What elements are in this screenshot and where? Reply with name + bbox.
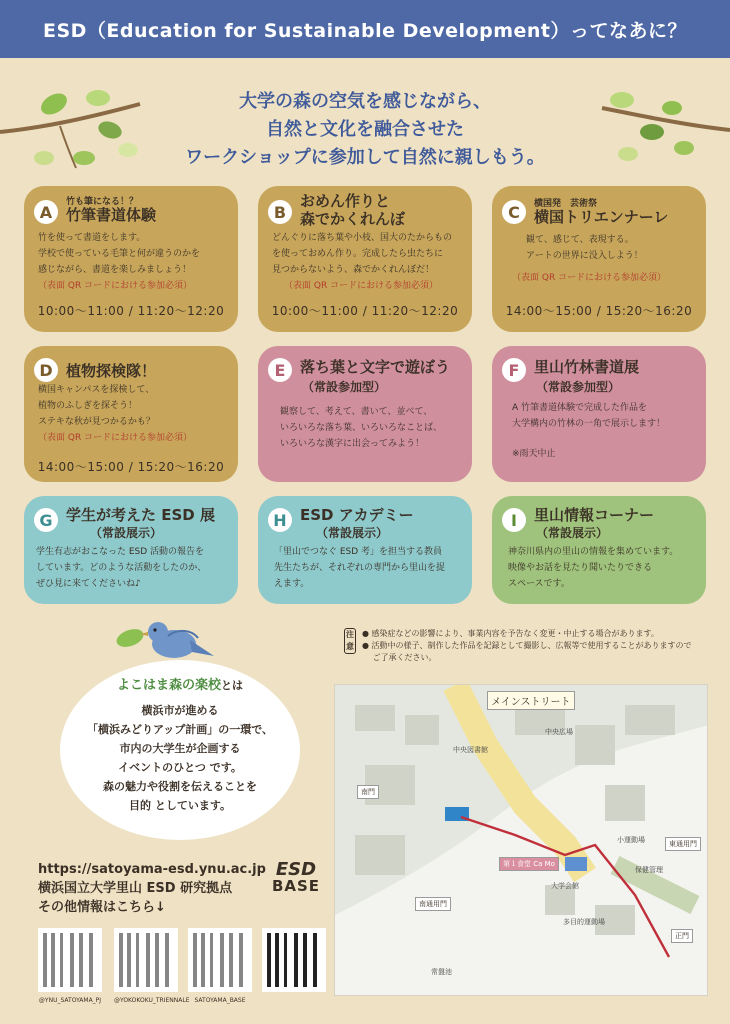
body-line: 見つからないよう、森でかくれんぼだ！	[272, 265, 435, 275]
body-line: ステキな秋が見つかるかも？	[38, 417, 155, 427]
card-d	[24, 346, 238, 482]
qr-code-2[interactable]	[114, 928, 190, 1004]
body-line: 学校で使っている毛筆と何が違うのかを	[38, 249, 201, 259]
school-suffix: とは	[221, 679, 243, 692]
square-label: 中央広場	[545, 728, 573, 736]
registration-note: （表面 QR コードにおける参加必須）	[38, 433, 193, 443]
card-body	[272, 230, 464, 294]
notice-line: ご了承ください。	[362, 653, 437, 662]
body-line: 大学構内の竹林の一角で展示します！	[512, 419, 666, 429]
instagram-icon	[43, 933, 97, 987]
instagram-icon	[119, 933, 173, 987]
right-branch-illustration	[592, 88, 730, 178]
card-f	[492, 346, 706, 482]
card-subtitle: （常設参加型）	[302, 380, 387, 394]
body-line: アートの世界に没入しよう！	[526, 251, 643, 261]
school-line: 目的 としています。	[129, 799, 231, 812]
body-line: えます。	[274, 579, 310, 589]
notice-line: ● 活動中の様子、制作した作品を記録として撮影し、広報等で使用することがありますので	[362, 641, 692, 650]
school-line: イベントのひとつ です。	[118, 761, 242, 774]
registration-note: （表面 QR コードにおける参加必須）	[284, 281, 439, 291]
qr-code-3[interactable]	[188, 928, 252, 1004]
instagram-icon	[193, 933, 247, 987]
registration-note: （表面 QR コードにおける参加必須）	[512, 273, 667, 283]
body-line: 植物のふしぎを探そう！	[38, 401, 138, 411]
badge-c: C	[502, 200, 526, 224]
body-line: スペースです。	[508, 579, 570, 589]
school-info-text	[60, 676, 300, 815]
intro-line: 大学の森の空気を感じながら、	[239, 91, 491, 112]
card-title: 森でかくれんぼ	[300, 210, 406, 228]
card-title: 学生が考えた ESD 展	[66, 506, 215, 524]
body-line: 感じながら、書道を楽しみましょう！	[38, 265, 192, 275]
card-body	[512, 232, 698, 286]
body-line: 学生有志がおこなった ESD 活動の報告を	[36, 547, 205, 557]
card-body	[280, 404, 464, 452]
card-i	[492, 496, 706, 604]
main-gate-label: 正門	[671, 929, 693, 943]
map-drawing	[335, 685, 708, 996]
sports-label: 小運動場	[617, 836, 645, 844]
qr-caption: SATOYAMA_BASE	[194, 997, 246, 1004]
header-title: ESD（Education for Sustainable Development）ってなあに？	[42, 19, 687, 42]
organization-name: 横浜国立大学里山 ESD 研究拠点	[38, 881, 233, 896]
badge-h: H	[268, 508, 292, 532]
school-line: 市内の大学生が企画する	[119, 742, 241, 755]
card-time: 14:00〜15:00 / 15:20〜16:20	[37, 460, 225, 474]
card-title: 横国トリエンナーレ	[534, 208, 669, 226]
card-title: 植物探検隊！	[66, 362, 157, 380]
body-line: 観て、感じて、表現する。	[526, 235, 634, 245]
page-header	[0, 0, 730, 58]
notice-line: ● 感染症などの影響により、事業内容を予告なく変更・中止する場合があります。	[362, 629, 659, 638]
logo-top: ESD	[275, 859, 317, 880]
body-line: 先生たちが、それぞれの専門から里山を捉	[274, 563, 446, 573]
hall-label: 大学会館	[551, 882, 579, 890]
body-line: どんぐりに落ち葉や小枝、国大のたからもの	[272, 233, 453, 243]
body-line: しています。どのような活動をしたのか、	[36, 563, 207, 573]
body-line: いろいろな漢字に出会ってみよう！	[280, 439, 425, 449]
card-subtitle: （常設展示）	[90, 526, 163, 540]
card-g	[24, 496, 238, 604]
card-subtitle: （常設参加型）	[536, 380, 621, 394]
campus-map	[334, 684, 708, 996]
body-line: 神奈川県内の里山の情報を集めています。	[508, 547, 679, 557]
esd-base-logo	[266, 859, 326, 895]
card-time: 14:00〜15:00 / 15:20〜16:20	[505, 304, 693, 318]
contact-info	[38, 860, 266, 917]
card-title: 落ち葉と文字で遊ぼう	[300, 358, 451, 376]
badge-a: A	[34, 200, 58, 224]
qr-code-4[interactable]	[262, 928, 326, 992]
badge-f: F	[502, 358, 526, 382]
notice-tag: 注意	[344, 628, 356, 654]
pond-label: 常盤池	[431, 968, 452, 976]
more-info-label: その他情報はこちら↓	[38, 900, 166, 915]
school-name: よこはま森の楽校	[116, 678, 221, 693]
body-line: A 竹筆書道体験で完成した作品を	[512, 403, 648, 413]
intro-line: 自然と文化を融合させた	[266, 119, 464, 140]
body-line: 横国キャンパスを探検して、	[38, 385, 155, 395]
body-line: を使っておめん作り。完成したら虫たちに	[272, 249, 444, 259]
intro-text	[150, 88, 580, 172]
body-line: 竹を使って書道をします。	[38, 233, 146, 243]
south-service-gate-label: 南通用門	[415, 897, 451, 911]
library-label: 中央図書館	[453, 746, 488, 754]
card-title: 竹筆書道体験	[66, 206, 157, 224]
card-body	[38, 382, 230, 446]
card-b	[258, 186, 472, 332]
body-line: 観察して、考えて、書いて、並べて、	[280, 407, 433, 417]
card-time: 10:00〜11:00 / 11:20〜12:20	[271, 304, 459, 318]
card-title: 里山情報コーナー	[534, 506, 655, 524]
body-line: ぜひ見に来てくださいね♪	[36, 579, 141, 589]
card-subtitle: （常設展示）	[536, 526, 609, 540]
health-label: 保健管理	[635, 866, 663, 874]
badge-g: G	[34, 508, 58, 532]
left-branch-illustration	[0, 84, 150, 180]
badge-i: I	[502, 508, 526, 532]
intro-line: ワークショップに参加して自然に親しもう。	[185, 147, 545, 168]
main-street-label: メインストリート	[487, 691, 575, 710]
east-gate-label: 東通用門	[665, 837, 701, 851]
card-body	[36, 544, 230, 592]
card-title: ESD アカデミー	[300, 506, 414, 524]
card-body	[38, 230, 230, 294]
body-line: いろいろな落ち葉、いろいろなことば、	[280, 423, 443, 433]
card-subtitle: （常設展示）	[316, 526, 389, 540]
badge-d: D	[34, 358, 58, 382]
school-line: 横浜市が進める	[141, 704, 219, 717]
card-kicker: 竹も筆になる！？	[66, 197, 139, 207]
school-line: 森の魅力や役割を伝えることを	[103, 780, 257, 793]
registration-note: （表面 QR コードにおける参加必須）	[38, 281, 193, 291]
card-body	[508, 544, 698, 592]
card-c	[492, 186, 706, 332]
website-link[interactable]: https://satoyama-esd.ynu.ac.jp	[38, 862, 266, 877]
card-body	[512, 400, 698, 462]
line-icon	[267, 933, 321, 987]
logo-bottom: BASE	[271, 877, 321, 895]
card-kicker: 横国発 芸術祭	[534, 199, 598, 209]
card-title: 里山竹林書道展	[534, 358, 640, 376]
qr-caption: @YOKOKOKU_TRIENNALE	[114, 997, 190, 1004]
badge-e: E	[268, 358, 292, 382]
badge-b: B	[268, 200, 292, 224]
card-h	[258, 496, 472, 604]
card-time: 10:00〜11:00 / 11:20〜12:20	[37, 304, 225, 318]
rain-note: ※雨天中止	[512, 449, 556, 459]
cafeteria-label: 第１食堂 Ca Mo	[499, 857, 559, 871]
body-line: 「里山でつなぐ ESD 考」を担当する教員	[274, 547, 443, 557]
body-line: 映像やお話を見たり聞いたりできる	[508, 563, 653, 573]
south-gate-label: 南門	[357, 785, 379, 799]
qr-caption: @YNU_SATOYAMA_PJ	[38, 997, 102, 1004]
card-body	[274, 544, 464, 592]
card-a	[24, 186, 238, 332]
qr-code-1[interactable]	[38, 928, 102, 1004]
ground-label: 多目的運動場	[563, 918, 605, 926]
school-line: 「横浜みどりアップ計画」の一環で、	[86, 723, 273, 736]
card-title: おめん作りと	[300, 192, 391, 210]
card-e	[258, 346, 472, 482]
